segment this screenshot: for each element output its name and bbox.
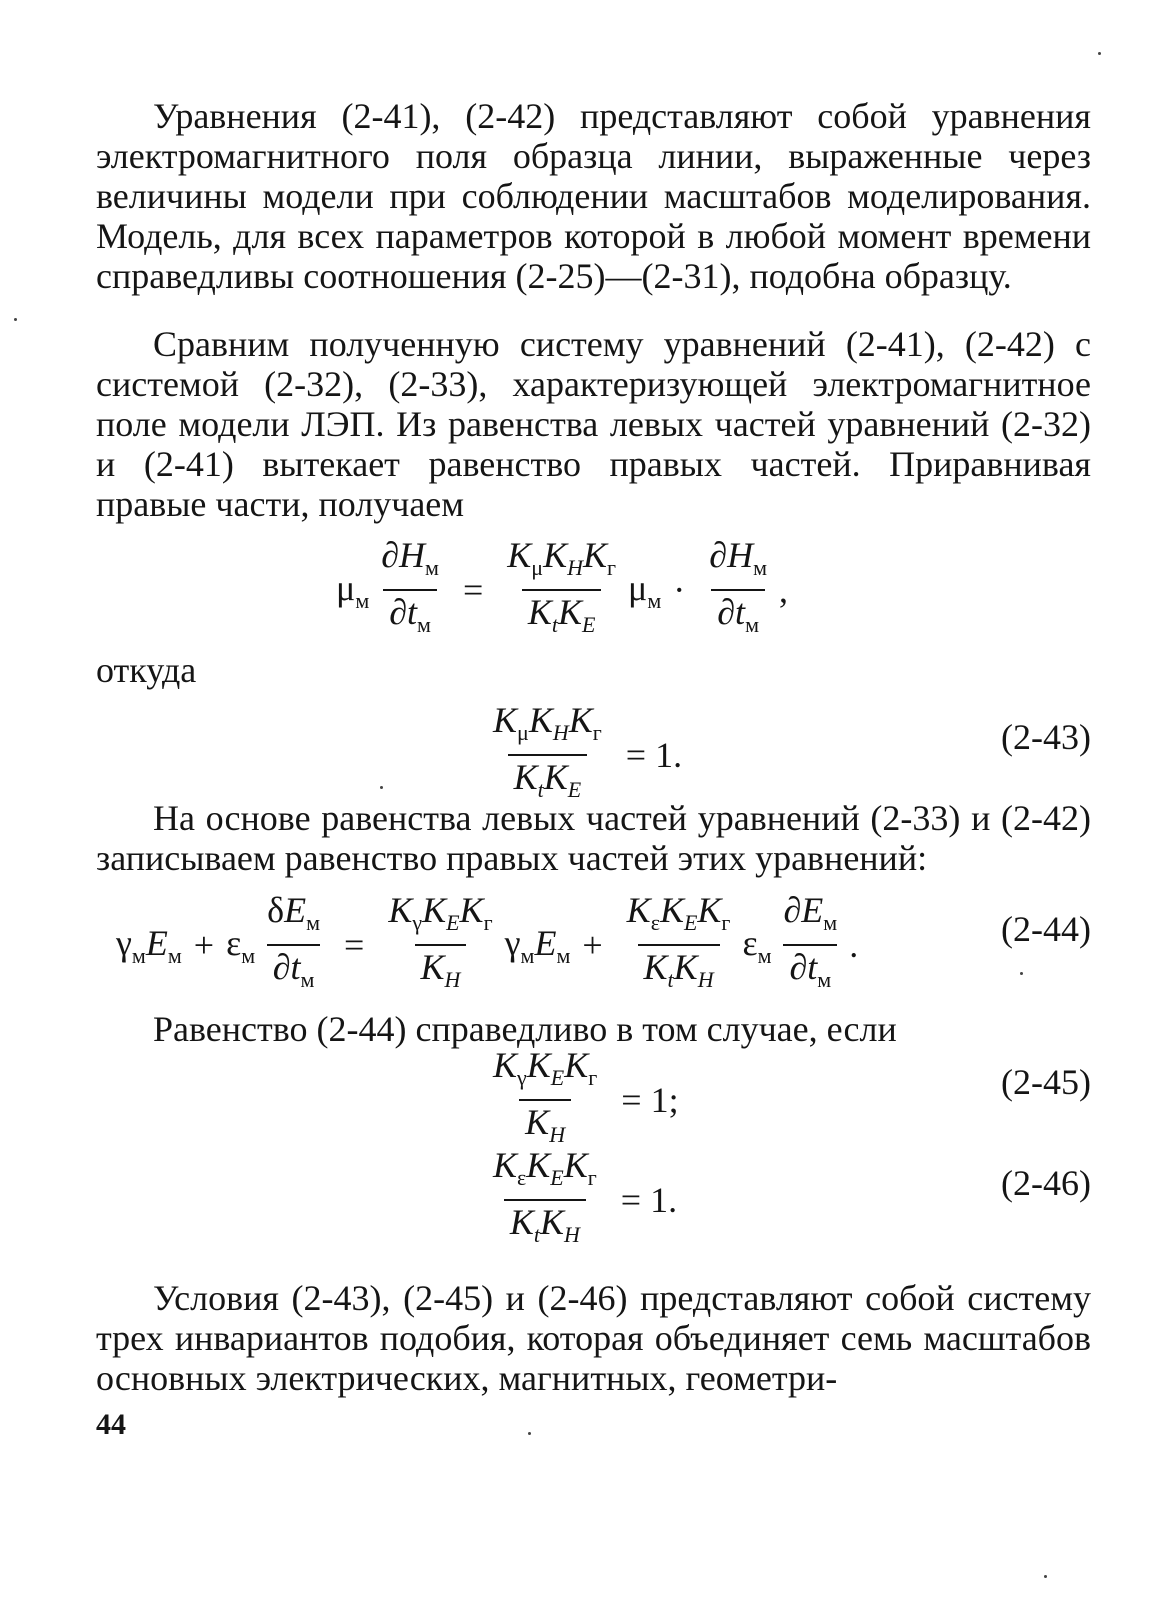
equation-number-2-44: (2-44): [1001, 909, 1091, 949]
paragraph-1: Уравнения (2-41), (2-42) представляют собой уравнения электромагнитного поля образца линии, выраженные через величины модели при соблюдении масштабов моделирования. Модель, для всех параметров которой в любой момент времени справедливы соотношения (2-25)—(2-31), подобна образцу.: [96, 96, 1091, 296]
equation-2-46-rhs: = 1.: [620, 1180, 678, 1220]
book-page: [96, 96, 1091, 1536]
equation-2-43: $\frac{K_\mu K_HK_г}{K_tK_E}$ = 1.: [481, 701, 694, 809]
paragraph-4: Равенство (2-44) справедливо в том случае, если: [153, 1009, 897, 1049]
equation-2-46: $\frac{K_\varepsilon K_EK_г}{K_tK_H}$ = 1.: [481, 1146, 689, 1254]
scan-speck: [14, 318, 17, 321]
equation-2-43-rhs: = 1.: [625, 735, 683, 775]
page-number: 44: [96, 1408, 126, 1441]
equation-number-2-45: (2-45): [1001, 1062, 1091, 1102]
equation-2-45-rhs: = 1;: [621, 1080, 679, 1120]
equation-number-2-43: (2-43): [1001, 717, 1091, 757]
scan-speck: [528, 1432, 531, 1435]
equation-number-2-46: (2-46): [1001, 1163, 1091, 1203]
equation-2-44: $\gamma_мE_м$ + $\varepsilon_м$ $\frac{\delta E_м}{\partial t_м}$ = $\frac{K_\gamma K_EK_г}{K_H}$ $\gamma_мE_м$ + $\frac{K_\varepsilon K_EK_г}{K_tK_H}$ $\varepsilon_м$ $\frac{\partial E_м}{\partial t_м}$ .: [116, 891, 858, 999]
scan-speck: [1020, 972, 1023, 975]
paragraph-2: Сравним полученную систему уравнений (2-41), (2-42) с системой (2-32), (2-33), характеризующей электромагнитное поле модели ЛЭП. Из равенства левых частей уравнений (2-32) и (2-41) вытекает равенство правых частей. Приравнивая правые части, получаем: [96, 324, 1091, 524]
paragraph-3: На основе равенства левых частей уравнений (2-33) и (2-42) записываем равенство правых частей этих уравнений:: [96, 798, 1091, 878]
scan-speck: [1044, 1575, 1047, 1578]
paragraph-5: Условия (2-43), (2-45) и (2-46) представляют собой систему трех инвариантов подобия, которая объединяет семь масштабов основных электрических, магнитных, геометри-: [96, 1278, 1091, 1398]
equation-unnumbered: $\mu_м$ $\frac{\partial H_м}{\partial t_м}$ = $\frac{K_\mu K_HK_г}{K_tK_E}$ $\mu_м$ · $\frac{\partial H_м}{\partial t_м}$ ,: [336, 536, 788, 644]
equation-2-45: $\frac{K_\gamma K_EK_г}{K_H}$ = 1;: [481, 1046, 691, 1154]
word-otkuda: откуда: [96, 650, 197, 690]
scan-speck: [1098, 52, 1101, 55]
scan-speck: [380, 786, 383, 789]
